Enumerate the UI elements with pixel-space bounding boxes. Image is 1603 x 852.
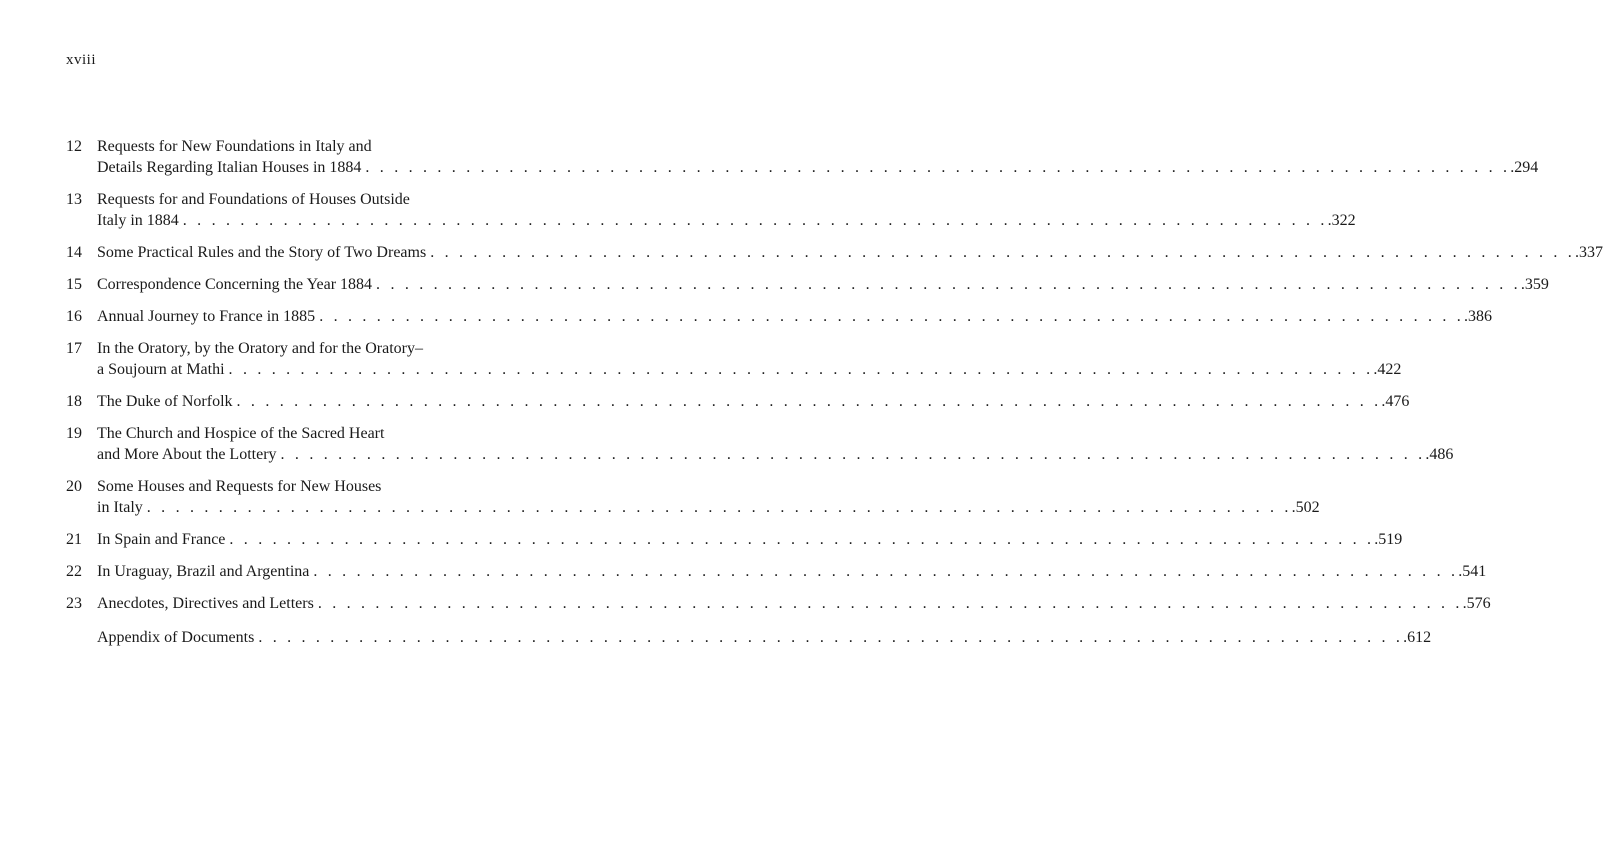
chapter-title-line [97,627,1432,648]
chapter-title-line [97,306,1492,327]
chapter-title-line [97,274,1549,295]
chapter-title-line [97,189,490,210]
dot-leader: . . . . . . . . . . . . . . . . . . . . . . . . . . . . . . . . . . . . . . . . . . . . . . . . . . . . . . . . . . . . . . . . . . . . . . . . . . . . . . . . [258,629,1404,646]
chapter-title-line [97,338,490,359]
page-number: xviii [66,52,97,68]
chapter-title: Italy in 1884 [97,212,179,229]
chapter-title-line [97,210,1356,231]
dot-leader: . . . . . . . . . . . . . . . . . . . . . . . . . . . . . . . . . . . . . . . . . . . . . . . . . . . . . . . . . . . . . . . . . . . . . . . . . . . . . . . . [376,276,1521,293]
dot-leader: . . . . . . . . . . . . . . . . . . . . . . . . . . . . . . . . . . . . . . . . . . . . . . . . . . . . . . . . . . . . . . . . . . . . . . . . . . . . . . . . [229,531,1375,548]
dot-leader: . . . . . . . . . . . . . . . . . . . . . . . . . . . . . . . . . . . . . . . . . . . . . . . . . . . . . . . . . . . . . . . . . . . . . . . . . . . . . . . . [146,499,1292,516]
chapter-title: Details Regarding Italian Houses in 1884 [97,159,362,176]
toc-entry [66,274,1549,295]
chapter-title: Some Practical Rules and the Story of Two Dreams [97,244,427,261]
chapter-page-number: .612 [1403,629,1432,646]
chapter-title-block [97,306,1492,327]
chapter-title-line [97,157,1539,178]
dot-leader: . . . . . . . . . . . . . . . . . . . . . . . . . . . . . . . . . . . . . . . . . . . . . . . . . . . . . . . . . . . . . . . . . . . . . . . . . . . . . . . . [236,393,1382,410]
chapter-title: Annual Journey to France in 1885 [97,308,316,325]
chapter-number: 16 [66,308,82,325]
chapter-number: 21 [66,531,82,548]
chapter-title: Correspondence Concerning the Year 1884 [97,276,373,293]
chapter-page-number: .337 [1575,244,1603,261]
toc-entry [66,423,1454,465]
toc-entry [66,391,1410,412]
chapter-title-line [97,444,1454,465]
chapter-title-line [97,359,1402,380]
chapter-title-block [97,136,1539,178]
chapter-title-line [97,136,490,157]
chapter-title-block [97,593,1491,614]
chapter-title-line [97,476,490,497]
chapter-page-number: .322 [1327,212,1356,229]
chapter-number: 22 [66,563,82,580]
chapter-title-block [97,627,1432,648]
chapter-title: Anecdotes, Directives and Letters [97,595,314,612]
chapter-page-number: .486 [1425,446,1454,463]
chapter-title: and More About the Lottery [97,446,277,463]
chapter-page-number: .422 [1373,361,1402,378]
chapter-title-block [97,189,1356,231]
chapter-title-line [97,423,490,444]
chapter-page-number: .359 [1520,276,1549,293]
chapter-title-line [97,561,1487,582]
chapter-title-block [97,561,1487,582]
toc-entry [66,627,1432,648]
dot-leader: . . . . . . . . . . . . . . . . . . . . . . . . . . . . . . . . . . . . . . . . . . . . . . . . . . . . . . . . . . . . . . . . . . . . . . . . . . . . . . . . [430,244,1575,261]
toc-entry [66,306,1492,327]
chapter-number: 19 [66,425,82,442]
toc-entry [66,529,1403,550]
chapter-page-number: .576 [1462,595,1491,612]
chapter-title-block [97,274,1549,295]
chapter-title-line [97,529,1403,550]
dot-leader: . . . . . . . . . . . . . . . . . . . . . . . . . . . . . . . . . . . . . . . . . . . . . . . . . . . . . . . . . . . . . . . . . . . . . . . . . . . . . . . . [182,212,1328,229]
chapter-title: In Uraguay, Brazil and Argentina [97,563,310,580]
chapter-title: The Church and Hospice of the Sacred Heart [97,425,385,442]
chapter-title-block [97,529,1403,550]
chapter-page-number: .294 [1510,159,1539,176]
chapter-title: Appendix of Documents [97,629,255,646]
chapter-title-block [97,242,1603,263]
dot-leader: . . . . . . . . . . . . . . . . . . . . . . . . . . . . . . . . . . . . . . . . . . . . . . . . . . . . . . . . . . . . . . . . . . . . . . . . . . . . . . . . [317,595,1463,612]
chapter-title-block [97,338,1402,380]
toc-entry [66,476,1320,518]
dot-leader: . . . . . . . . . . . . . . . . . . . . . . . . . . . . . . . . . . . . . . . . . . . . . . . . . . . . . . . . . . . . . . . . . . . . . . . . . . . . . . . . [228,361,1374,378]
table-of-contents [66,136,1603,659]
chapter-page-number: .502 [1291,499,1320,516]
chapter-title-line [97,497,1320,518]
chapter-number: 18 [66,393,82,410]
chapter-title: In the Oratory, by the Oratory and for the Oratory– [97,340,423,357]
toc-entry [66,593,1491,614]
chapter-number: 13 [66,191,82,208]
dot-leader: . . . . . . . . . . . . . . . . . . . . . . . . . . . . . . . . . . . . . . . . . . . . . . . . . . . . . . . . . . . . . . . . . . . . . . . . . . . . . . . . [319,308,1464,325]
chapter-number: 15 [66,276,82,293]
chapter-page-number: .386 [1464,308,1492,325]
chapter-title-block [97,391,1410,412]
chapter-title: Requests for New Foundations in Italy and [97,138,372,155]
chapter-page-number: .519 [1374,531,1403,548]
chapter-title-line [97,593,1491,614]
chapter-title: Some Houses and Requests for New Houses [97,478,382,495]
toc-entry [66,189,1356,231]
chapter-title: a Soujourn at Mathi [97,361,225,378]
toc-entry [66,561,1487,582]
dot-leader: . . . . . . . . . . . . . . . . . . . . . . . . . . . . . . . . . . . . . . . . . . . . . . . . . . . . . . . . . . . . . . . . . . . . . . . . . . . . . . . . [365,159,1511,176]
chapter-title-block [97,423,1454,465]
toc-entry [66,338,1402,380]
chapter-title-line [97,391,1410,412]
chapter-number: 17 [66,340,82,357]
chapter-number: 14 [66,244,82,261]
toc-entry [66,136,1539,178]
chapter-title: In Spain and France [97,531,226,548]
chapter-number: 20 [66,478,82,495]
chapter-page-number: .476 [1381,393,1410,410]
chapter-title-block [97,476,1320,518]
dot-leader: . . . . . . . . . . . . . . . . . . . . . . . . . . . . . . . . . . . . . . . . . . . . . . . . . . . . . . . . . . . . . . . . . . . . . . . . . . . . . . . . [313,563,1459,580]
chapter-title: The Duke of Norfolk [97,393,233,410]
chapter-title: in Italy [97,499,143,516]
toc-entry [66,242,1603,263]
chapter-title-line [97,242,1603,263]
chapter-page-number: .541 [1458,563,1487,580]
dot-leader: . . . . . . . . . . . . . . . . . . . . . . . . . . . . . . . . . . . . . . . . . . . . . . . . . . . . . . . . . . . . . . . . . . . . . . . . . . . . . . . . [280,446,1426,463]
chapter-number: 23 [66,595,82,612]
chapter-title: Requests for and Foundations of Houses Outside [97,191,410,208]
chapter-number: 12 [66,138,82,155]
